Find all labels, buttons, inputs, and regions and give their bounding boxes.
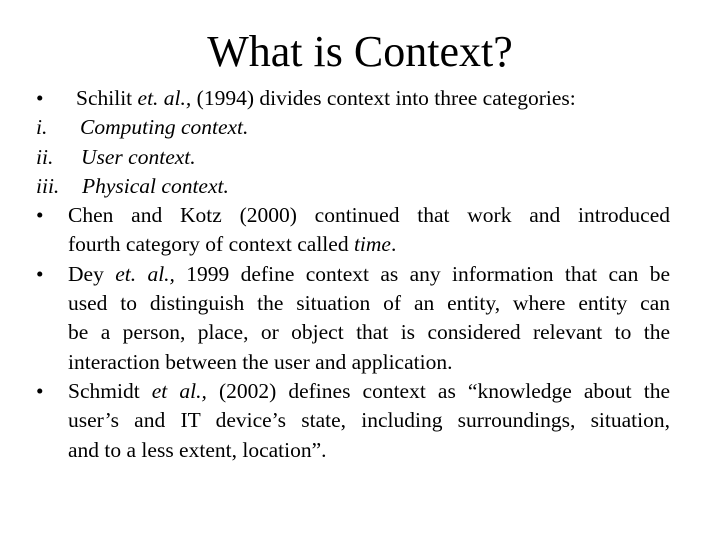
item-line: be a person, place, or object that is considered relevant to the [68,320,670,345]
item-text-italic: Computing context. [80,115,249,140]
bullet-marker: • [36,203,44,228]
item-text-italic: et al., [151,378,207,403]
item-text: Dey [68,261,116,286]
list-item [36,201,670,260]
item-text: Chen and Kotz (2000) continued that work and introduced [68,203,670,228]
list-item [36,377,670,465]
item-line: interaction between the user and application. [68,349,453,374]
item-line [36,230,670,259]
item-text-italic: Physical context. [82,173,229,198]
item-text-italic: et. al., [137,86,192,110]
item-text-italic: User context. [81,144,196,169]
bullet-marker: • [36,261,44,286]
item-line: and to a less extent, location”. [68,437,327,462]
item-text: (1994) divides context into three categories: [191,86,576,110]
item-line [36,201,670,230]
bullet-marker: • [36,378,44,403]
item-text: 1999 define context as any information that can be [174,261,670,286]
list-item [36,84,670,113]
item-line [36,377,670,406]
item-text-italic: time [353,232,391,257]
item-text-italic: et. al., [115,261,175,286]
item-text: Schilit [76,86,138,110]
bullet-marker: • [36,86,44,110]
list-item [36,113,670,142]
item-line: used to distinguish the situation of an entity, where entity can [68,291,670,316]
roman-marker: i. [36,115,48,140]
item-line [36,260,670,289]
slide-title: What is Context? [207,27,513,76]
item-text: fourth category of context called [68,232,354,257]
roman-marker: ii. [36,144,54,169]
slide-body [36,84,670,465]
item-line: user’s and IT device’s state, including surroundings, situation, [68,408,670,433]
list-item [36,260,670,377]
roman-marker: iii. [36,173,60,198]
list-item [36,143,670,172]
list-item [36,172,670,201]
item-text: . [390,232,397,257]
item-text: (2002) defines context as “knowledge about the [206,378,670,403]
item-text: Schmidt [68,378,152,403]
